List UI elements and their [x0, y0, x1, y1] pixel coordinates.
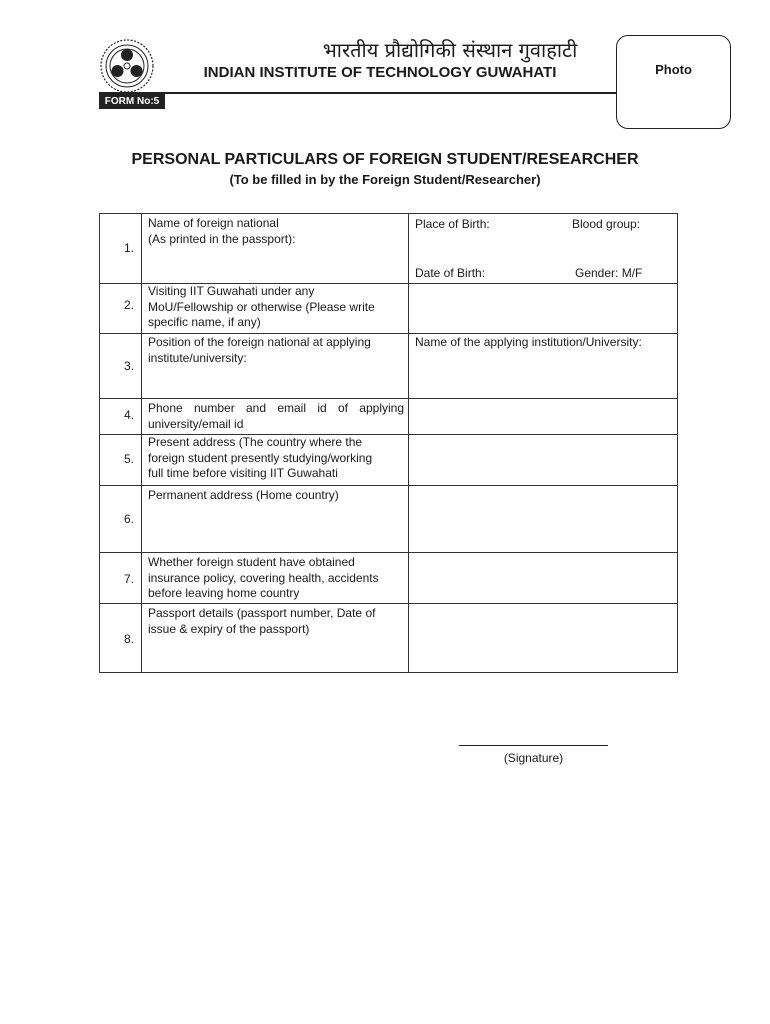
label-line: institute/university: [148, 350, 247, 365]
label-line: insurance policy, covering health, accidents [148, 570, 379, 585]
label-line: before leaving home country [148, 586, 300, 600]
label-line: specific name, if any) [148, 315, 261, 329]
table-border-top [99, 213, 678, 214]
label-line: Visiting IIT Guwahati under any [148, 284, 315, 298]
row-label-visiting [148, 284, 404, 331]
place-of-birth-field[interactable]: Place of Birth: [415, 217, 490, 231]
blood-group-field[interactable]: Blood group: [572, 217, 641, 231]
row-number: 8. [123, 632, 134, 646]
row-label-insurance [148, 555, 404, 602]
row-label-permanent-address [148, 488, 404, 504]
institute-name: INDIAN INSTITUTE OF TECHNOLOGY GUWAHATI [203, 64, 557, 81]
permanent-address-answer-field[interactable] [409, 486, 677, 552]
signature-label: (Signature) [503, 751, 564, 765]
label-line: MoU/Fellowship or otherwise (Please write [148, 299, 375, 314]
form-number-badge: FORM No:5 [99, 94, 165, 109]
label-line: issue & expiry of the passport) [148, 621, 310, 636]
insurance-answer-field[interactable] [409, 553, 677, 603]
iit-guwahati-logo [99, 38, 155, 94]
row-number: 7. [123, 572, 134, 586]
date-of-birth-field[interactable]: Date of Birth: [415, 266, 486, 280]
row-number: 3. [123, 359, 134, 373]
present-address-answer-field[interactable] [409, 435, 677, 485]
visiting-answer-field[interactable] [409, 284, 677, 333]
label-line: Phone number and email id of applying [148, 401, 404, 415]
photo-box[interactable] [616, 35, 731, 129]
phone-email-answer-field[interactable] [409, 399, 677, 434]
label-line: full time before visiting IIT Guwahati [148, 466, 338, 480]
row-number: 4. [123, 408, 134, 422]
row-label-passport [148, 606, 404, 637]
label-line: foreign student presently studying/working [148, 450, 373, 465]
label-line: Permanent address (Home country) [148, 488, 339, 502]
label-line: Position of the foreign national at applying [148, 335, 371, 349]
label-line: Passport details (passport number, Date of [148, 606, 376, 620]
row-label-present-address [148, 435, 404, 482]
row-divider [99, 333, 678, 334]
photo-label: Photo [655, 62, 692, 77]
label-line: (As printed in the passport): [148, 231, 296, 246]
label-line: Whether foreign student have obtained [148, 555, 355, 569]
signature-line[interactable] [459, 745, 608, 746]
row-number: 1. [123, 241, 134, 255]
table-border-left [99, 213, 100, 673]
row-number: 6. [123, 512, 134, 526]
row-label-position [148, 335, 404, 366]
row-label-name [148, 216, 404, 247]
form-subtitle: (To be filled in by the Foreign Student/Researcher) [229, 172, 541, 187]
row-number: 5. [123, 452, 134, 466]
row-label-phone-email [148, 401, 404, 432]
table-border-right [677, 213, 678, 673]
label-line: university/email id [148, 416, 244, 431]
row-number: 2. [123, 298, 134, 312]
gender-field[interactable]: Gender: M/F [575, 266, 643, 280]
header-rule [99, 92, 617, 94]
label-line: Name of foreign national [148, 216, 279, 230]
applying-institution-field[interactable]: Name of the applying institution/University: [415, 335, 642, 349]
hindi-institute-name: भारतीय प्रौद्योगिकी संस्थान गुवाहाटी [322, 38, 578, 62]
form-title: PERSONAL PARTICULARS OF FOREIGN STUDENT/RESEARCHER [131, 151, 639, 168]
table-border-bottom [99, 672, 678, 673]
column-divider [141, 213, 142, 673]
label-line: Present address (The country where the [148, 435, 363, 449]
passport-answer-field[interactable] [409, 604, 677, 672]
